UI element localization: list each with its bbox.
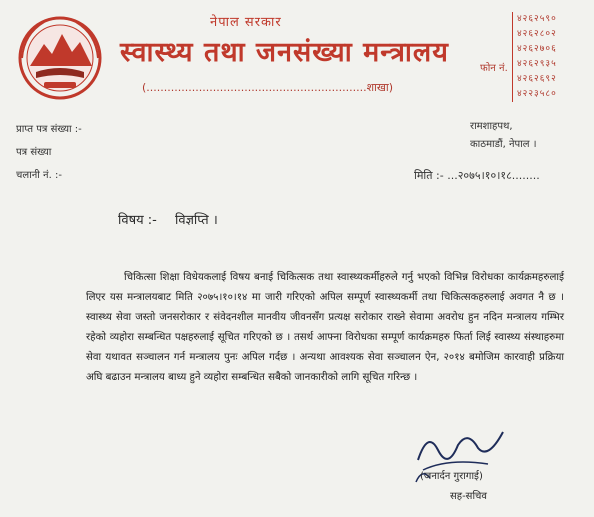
phone-number: ४२६२५९० (517, 14, 557, 24)
letterhead (0, 0, 594, 120)
phone-number: ४२६२८०२ (517, 29, 557, 39)
phone-list (512, 12, 557, 102)
phone-number: ४२२३५८० (517, 89, 557, 99)
subject-line (118, 210, 218, 228)
subject-value: विज्ञप्ति । (175, 213, 218, 228)
ministry-title: स्वास्थ्य तथा जनसंख्या मन्त्रालय (120, 37, 449, 68)
notice-body: चिकित्सा शिक्षा विधेयकलाई विषय बनाई चिकित्सक तथा स्वास्थ्यकर्मीहरुले गर्नु भएको विभिन्न विरोधका कार्यक्रमहरुलाई लिएर यस मन्त्रालयबाट मिति २०७५।१०।१४ मा जारी गरिएको अपिल सम्पूर्ण स्वास्थ्यकर्मी तथा चिकित्सकहरुलाई अवगत नै छ । स्वास्थ्य सेवा जस्तो जनसरोकार र संवेदनशील मानवीय जीवनसँग प्रत्यक्ष सरोकार राख्ने सेवामा अवरोध हुन नदिन मन्त्रालय गम्भिर रहेको व्यहोरा सम्बन्धित पक्षहरुलाई सूचित गरिएको छ । तसर्थ आफ्ना विरोधका सम्पूर्ण कार्यक्रमहरु फिर्ता लिई स्वास्थ्य संस्थाहरुमा सेवा यथावत सञ्चालन गर्न मन्त्रालय पुनः अपिल गर्दछ । अन्यथा आवश्यक सेवा सञ्चालन ऐन, २०१४ बमोजिम कारवाही प्रक्रिया अघि बढाउन मन्त्रालय बाध्य हुने व्यहोरा सम्बन्धित सबैको जानकारीको लागि सूचित गरिन्छ । (86, 272, 564, 383)
address-line: रामशाहपथ, (470, 121, 513, 132)
subject-label: विषय :- (118, 213, 157, 228)
letter-date: मिति :- ...२०७५।१०।१८........ (414, 169, 540, 182)
phone-number: ४२६२९३५ (517, 59, 557, 69)
government-title: नेपाल सरकार (210, 15, 282, 30)
address-block (470, 118, 537, 154)
phone-number: ४२६२७०६ (517, 44, 557, 54)
reference-fields (16, 118, 82, 187)
signatory-name: (जनार्दन गुरागाई) (420, 471, 483, 482)
address-line: काठमाडौं, नेपाल । (470, 139, 537, 150)
branch-line: (...............................................................शाखा) (142, 81, 394, 94)
nepal-emblem-icon (14, 14, 106, 102)
letter-number: पत्र संख्या (16, 147, 52, 158)
signatory-title: सह-सचिव (450, 491, 487, 502)
phone-number: ४२६२६९२ (517, 74, 557, 84)
phone-label: फोन नं. (480, 63, 508, 74)
received-letter-number: प्राप्त पत्र संख्या :- (16, 124, 82, 135)
dispatch-number: चलानी नं. :- (16, 170, 62, 181)
